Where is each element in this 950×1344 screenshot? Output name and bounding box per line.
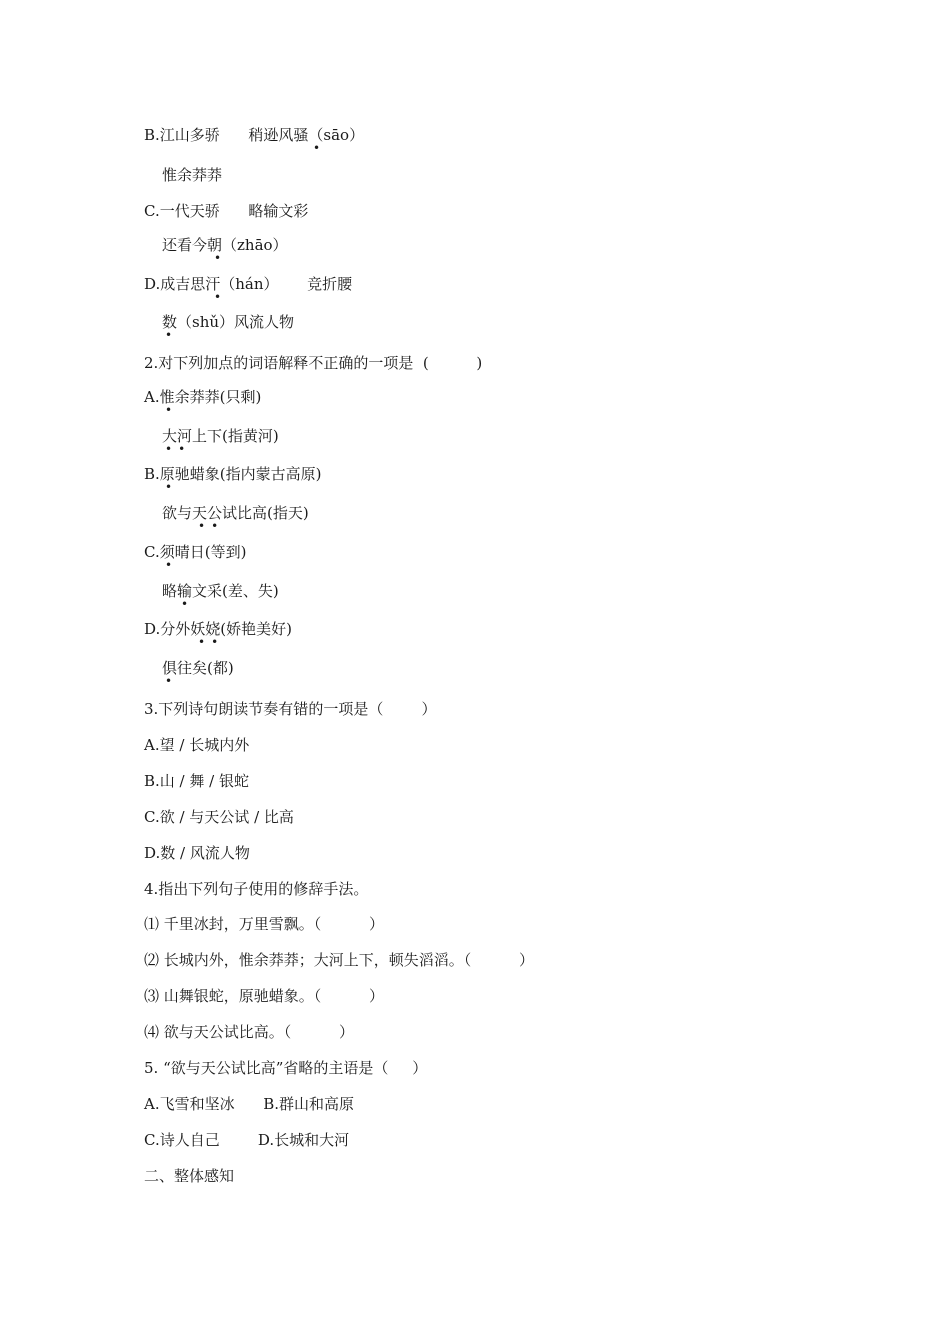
question-2-option-d-line-1: D.分外妖娆(娇艳美好): [144, 620, 292, 638]
question-2-option-a-line-1: A.惟余莽莽(只剩): [144, 388, 262, 406]
question-2-stem: 2.对下列加点的词语解释不正确的一项是 ( ): [144, 354, 483, 372]
question-3-option-d: D.数 / 风流人物: [144, 844, 250, 862]
question-4-item-2: ⑵ 长城内外，惟余莽莽；大河上下，顿失滔滔。（ ）: [144, 951, 534, 969]
emphasis-dots: ••: [198, 519, 225, 533]
emphasis-dots: ••: [198, 635, 225, 649]
question-1-option-c-line-1: C.一代天骄 略输文彩: [144, 202, 309, 220]
emphasis-dot: •: [214, 290, 222, 304]
question-3-option-b: B.山 / 舞 / 银蛇: [144, 772, 249, 790]
question-4-item-4: ⑷ 欲与天公试比高。（ ）: [144, 1023, 354, 1041]
question-1-option-b-line-1: B.江山多骄 稍逊风骚（sāo）: [144, 126, 365, 144]
question-5-options-cd: C.诗人自己 D.长城和大河: [144, 1131, 350, 1149]
question-1-option-b-line-2: 惟余莽莽: [162, 166, 223, 184]
question-1-option-c-line-2: 还看今朝（zhāo）: [162, 236, 288, 254]
question-2-option-a-line-2: 大河上下(指黄河): [162, 427, 279, 445]
question-4-item-1: ⑴ 千里冰封，万里雪飘。（ ）: [144, 915, 384, 933]
emphasis-dot: •: [165, 558, 173, 572]
question-3-option-a: A.望 / 长城内外: [144, 736, 250, 754]
question-4-item-3: ⑶ 山舞银蛇，原驰蜡象。（ ）: [144, 987, 384, 1005]
question-2-option-d-line-2: 俱往矣(都): [162, 659, 234, 677]
emphasis-dots: ••: [165, 442, 192, 456]
emphasis-dot: •: [165, 674, 173, 688]
question-4-stem: 4.指出下列句子使用的修辞手法。: [144, 880, 369, 898]
emphasis-dot: •: [165, 403, 173, 417]
emphasis-dot: •: [165, 328, 173, 342]
emphasis-dot: •: [214, 251, 222, 265]
question-5-options-ab: A.飞雪和坚冰 B.群山和高原: [144, 1095, 355, 1113]
section-heading: 二、整体感知: [144, 1167, 235, 1185]
emphasis-dot: •: [165, 480, 173, 494]
question-3-stem: 3.下列诗句朗读节奏有错的一项是（ ）: [144, 700, 437, 718]
question-5-stem: 5. “欲与天公试比高”省略的主语是（ ）: [144, 1059, 428, 1077]
question-2-option-b-line-2: 欲与天公试比高(指天): [162, 504, 309, 522]
emphasis-dot: •: [313, 141, 321, 155]
question-3-option-c: C.欲 / 与天公试 / 比高: [144, 808, 294, 826]
question-2-option-c-line-1: C.须晴日(等到): [144, 543, 247, 561]
question-1-option-d-line-2: 数（shǔ）风流人物: [162, 313, 295, 331]
question-2-option-b-line-1: B.原驰蜡象(指内蒙古高原): [144, 465, 322, 483]
question-1-option-d-line-1: D.成吉思汗（hán） 竞折腰: [144, 275, 353, 293]
emphasis-dot: •: [181, 597, 189, 611]
question-2-option-c-line-2: 略输文采(差、失): [162, 582, 279, 600]
